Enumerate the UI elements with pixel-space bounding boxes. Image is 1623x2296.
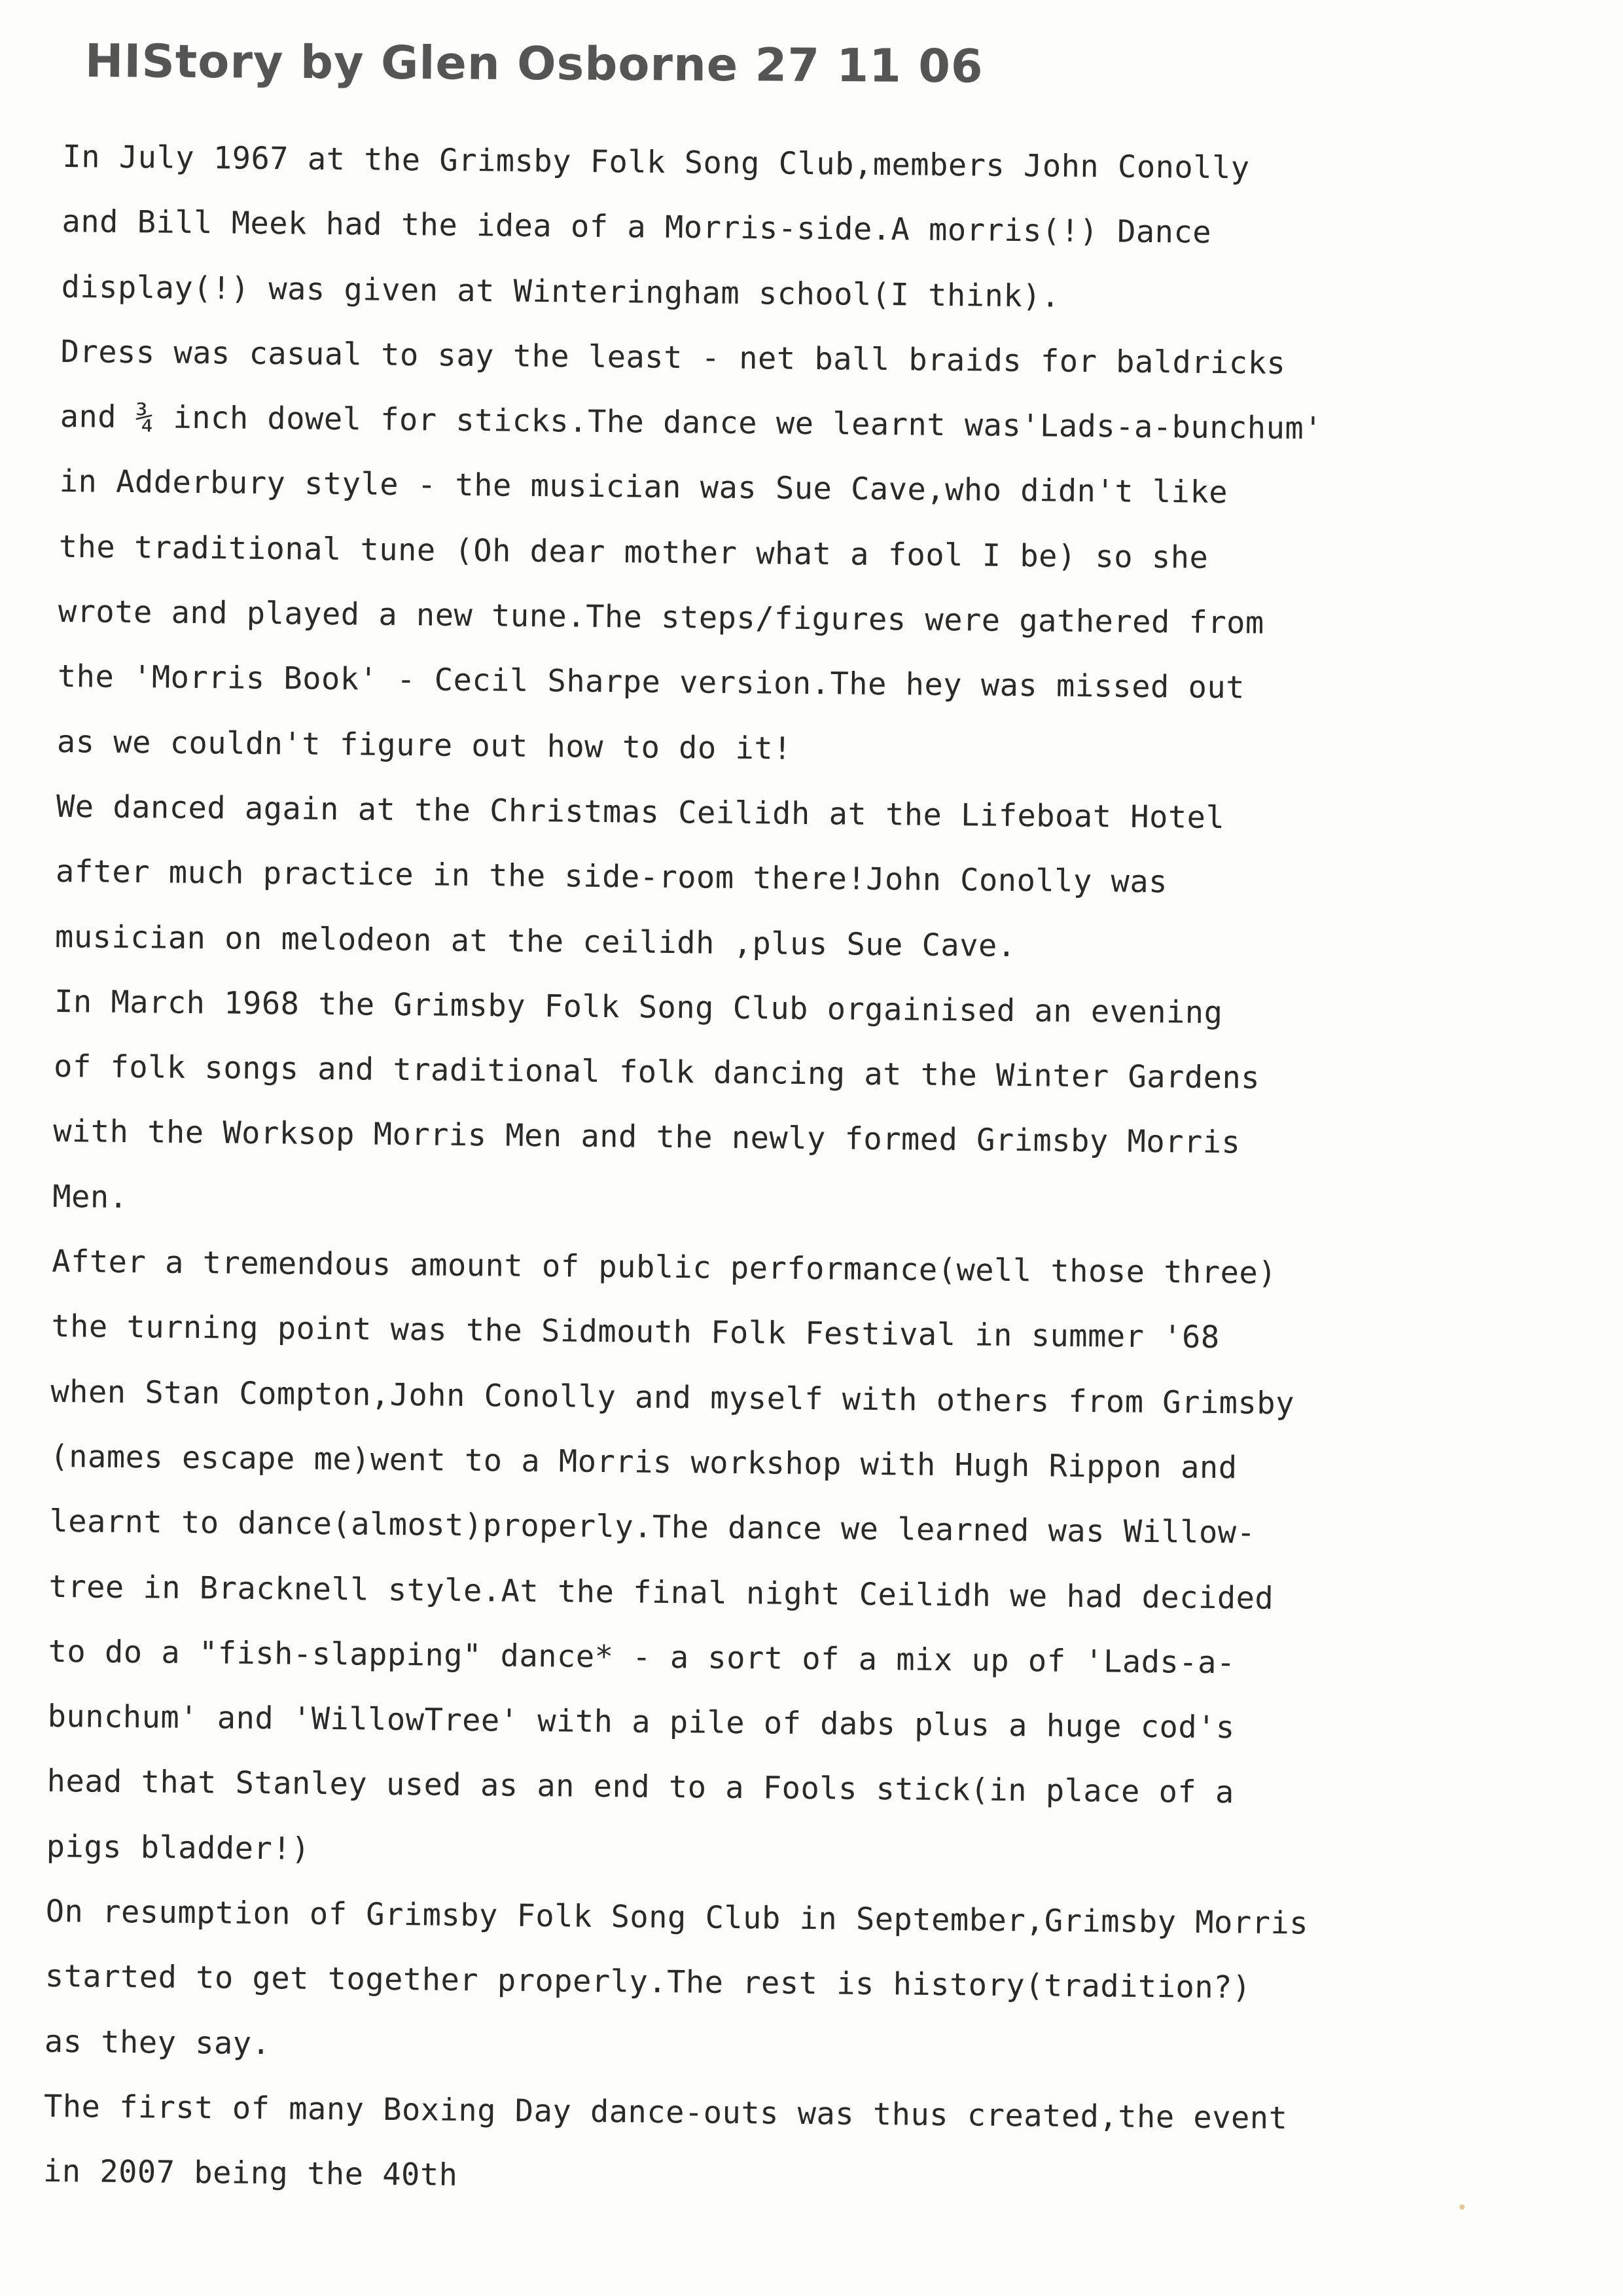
- paper-speck: [1459, 2204, 1465, 2210]
- text-line: as they say.: [44, 2023, 271, 2062]
- text-line: and Bill Meek had the idea of a Morris-side.A morris(!) Dance: [62, 204, 1212, 251]
- text-line: Dress was casual to say the least - net ball braids for baldricks: [60, 333, 1286, 382]
- text-line: the 'Morris Book' - Cecil Sharpe version.The hey was missed out: [57, 658, 1245, 706]
- text-line: After a tremendous amount of public performance(well those three): [52, 1243, 1277, 1291]
- text-line: We danced again at the Christmas Ceilidh at the Lifeboat Hotel: [56, 788, 1225, 836]
- text-line: display(!) was given at Winteringham school(I think).: [61, 268, 1061, 315]
- text-line: bunchum' and 'WillowTree' with a pile of dabs plus a huge cod's: [47, 1698, 1236, 1746]
- text-line: musician on melodeon at the ceilidh ,plus Sue Cave.: [54, 918, 1016, 964]
- text-line: the turning point was the Sidmouth Folk Festival in summer '68: [51, 1308, 1220, 1356]
- text-line: Men.: [52, 1178, 128, 1215]
- text-line: in Adderbury style - the musician was Sue Cave,who didn't like: [59, 463, 1228, 511]
- text-line: after much practice in the side-room there!John Conolly was: [55, 853, 1168, 901]
- text-line: pigs bladder!): [46, 1828, 311, 1867]
- typed-body: [43, 124, 1541, 2218]
- text-line: In July 1967 at the Grimsby Folk Song Club,members John Conolly: [62, 138, 1250, 187]
- text-line: in 2007 being the 40th: [43, 2153, 458, 2194]
- text-line: with the Worksop Morris Men and the newly formed Grimsby Morris: [52, 1113, 1241, 1161]
- text-line: and ¾ inch dowel for sticks.The dance we learnt was'Lads-a-bunchum': [60, 399, 1323, 447]
- text-line: On resumption of Grimsby Folk Song Club in September,Grimsby Morris: [45, 1893, 1309, 1942]
- document-heading: HIStory by Glen Osborne 27 11 06: [84, 34, 984, 94]
- text-line: The first of many Boxing Day dance-outs was thus created,the event: [43, 2088, 1288, 2137]
- text-line: of folk songs and traditional folk dancing at the Winter Gardens: [53, 1049, 1260, 1096]
- text-line: the traditional tune (Oh dear mother what a fool I be) so she: [58, 528, 1209, 576]
- text-line: In March 1968 the Grimsby Folk Song Club orgainised an evening: [54, 983, 1223, 1031]
- text-line: wrote and played a new tune.The steps/figures were gathered from: [58, 594, 1265, 641]
- text-line: head that Stanley used as an end to a Fools stick(in place of a: [46, 1763, 1235, 1811]
- text-line: tree in Bracknell style.At the final night Ceilidh we had decided: [48, 1568, 1274, 1617]
- text-line: (names escape me)went to a Morris workshop with Hugh Rippon and: [50, 1438, 1238, 1486]
- text-line: learnt to dance(almost)properly.The dance we learned was Willow-: [49, 1503, 1256, 1551]
- text-line: started to get together properly.The rest is history(tradition?): [45, 1958, 1251, 2006]
- text-line: to do a "fish-slapping" dance* - a sort of a mix up of 'Lads-a-: [48, 1633, 1236, 1681]
- text-line: when Stan Compton,John Conolly and myself with others from Grimsby: [50, 1373, 1295, 1422]
- text-line: as we couldn't figure out how to do it!: [56, 723, 793, 767]
